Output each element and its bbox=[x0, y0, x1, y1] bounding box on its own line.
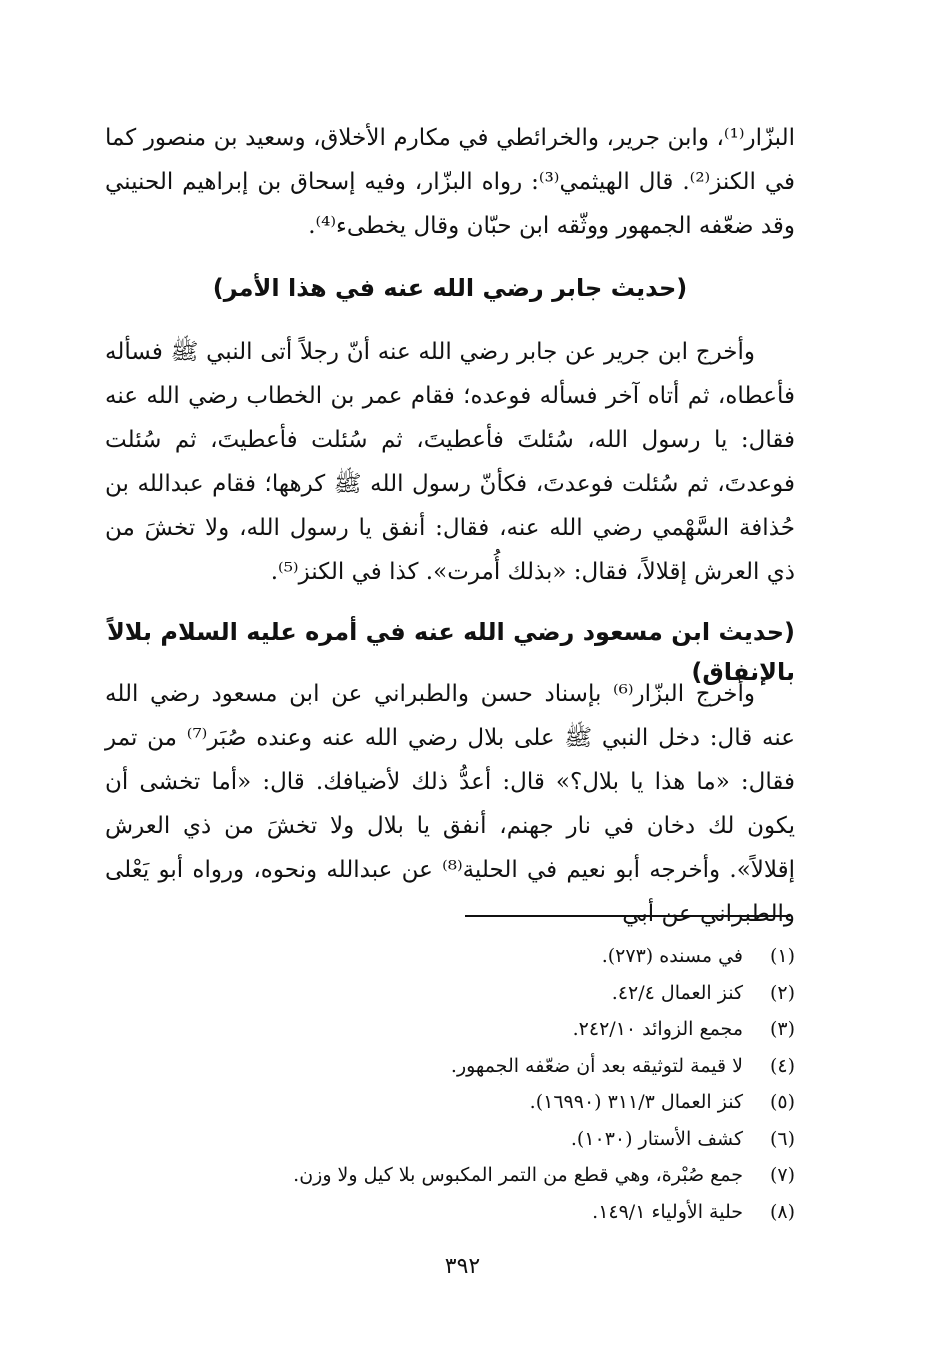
paragraph-3-text: وأخرج البزّار⁽⁶⁾ بإسناد حسن والطبراني عن ابن مسعود رضي الله عنه قال: دخل النبي ﷺ على بلال رضي الله عنه وعنده صُبَر⁽⁷⁾ من تمر فقال: «ما هذا يا بلال؟» قال: أعدُّ ذلك لأضيافك. قال: «أما تخشى أن يكون لك دخان في نار جهنم، أنفق يا بلال ولا تخشَ من ذي العرش إقلالاً». وأخرجه أبو نعيم في الحلية⁽⁸⁾ عن عبدالله ونحوه، ورواه أبو يَعْلى والطبراني عن أبي bbox=[105, 681, 795, 927]
footnote-number: (٣) bbox=[769, 1018, 795, 1040]
footnote-text: كشف الأستار (١٠٣٠). bbox=[570, 1127, 743, 1150]
footnote-number: (٢) bbox=[769, 981, 795, 1004]
footnote-text: كنز العمال ٤٢/٤. bbox=[611, 981, 743, 1004]
footnote-text: لا قيمة لتوثيقه بعد أن ضعّفه الجمهور. bbox=[450, 1054, 743, 1077]
footnote-number: (٥) bbox=[769, 1091, 795, 1113]
section-heading-jabir: (حديث جابر رضي الله عنه في هذا الأمر) bbox=[212, 274, 688, 302]
footnote-text: حلية الأولياء ١٤٩/١. bbox=[592, 1200, 743, 1223]
footnote-6 bbox=[200, 1121, 795, 1158]
footnote-text: في مسنده (٢٧٣). bbox=[601, 945, 743, 967]
footnote-text: كنز العمال ٣١١/٣ (١٦٩٩٠). bbox=[529, 1091, 743, 1113]
footnote-7 bbox=[200, 1157, 795, 1194]
footnote-3 bbox=[200, 1011, 795, 1048]
section-heading-ibn-masud: (حديث ابن مسعود رضي الله عنه في أمره عليه السلام بلالاً بالإنفاق) bbox=[106, 618, 795, 686]
footnote-1 bbox=[200, 938, 795, 975]
footnote-number: (٦) bbox=[769, 1127, 795, 1150]
paragraph-1: البزّار⁽¹⁾، وابن جرير، والخرائطي في مكارم الأخلاق، وسعيد بن منصور كما في الكنز⁽²⁾. قال الهيثمي⁽³⁾: رواه البزّار، وفيه إسحاق بن إبراهيم الحنيني وقد ضعّفه الجمهور ووثّقه ابن حبّان وقال يخطىء⁽⁴⁾. bbox=[105, 125, 796, 239]
footnote-4 bbox=[200, 1048, 795, 1085]
footnote-number: (٤) bbox=[769, 1054, 795, 1077]
footnote-2 bbox=[200, 975, 795, 1012]
footnotes-list bbox=[200, 938, 795, 1230]
footnote-5 bbox=[200, 1084, 795, 1121]
footnote-text: جمع صُبْرة، وهي قطع من التمر المكبوس بلا كيل ولا وزن. bbox=[293, 1164, 743, 1186]
footnote-text: مجمع الزوائد ٢٤٢/١٠. bbox=[572, 1018, 743, 1040]
footnote-8 bbox=[200, 1194, 795, 1231]
page-number: ٣٩٢ bbox=[444, 1254, 481, 1279]
footnote-number: (٨) bbox=[769, 1200, 795, 1223]
footnote-divider bbox=[465, 915, 790, 917]
footnote-number: (٧) bbox=[769, 1164, 795, 1186]
paragraph-2-text: وأخرج ابن جرير عن جابر رضي الله عنه أنّ رجلاً أتى النبي ﷺ فسأله فأعطاه، ثم أتاه آخر فسأله فوعده؛ فقام عمر بن الخطاب رضي الله عنه فقال: يا رسول الله، سُئلتَ فأعطيتَ، ثم سُئلت فأعطيتَ، ثم سُئلت فوعدتَ، ثم سُئلت فوعدتَ، فكأنّ رسول الله ﷺ كرهها؛ فقام عبدالله بن حُذافة السَّهْمي رضي الله عنه، فقال: أنفق يا رسول الله، ولا تخشَ من ذي العرش إقلالاً، فقال: «بذلك أُمرت». كذا في الكنز⁽⁵⁾. bbox=[105, 339, 795, 585]
paragraph-2 bbox=[105, 330, 795, 594]
footnote-number: (١) bbox=[769, 945, 795, 967]
paragraph-3 bbox=[105, 672, 795, 936]
